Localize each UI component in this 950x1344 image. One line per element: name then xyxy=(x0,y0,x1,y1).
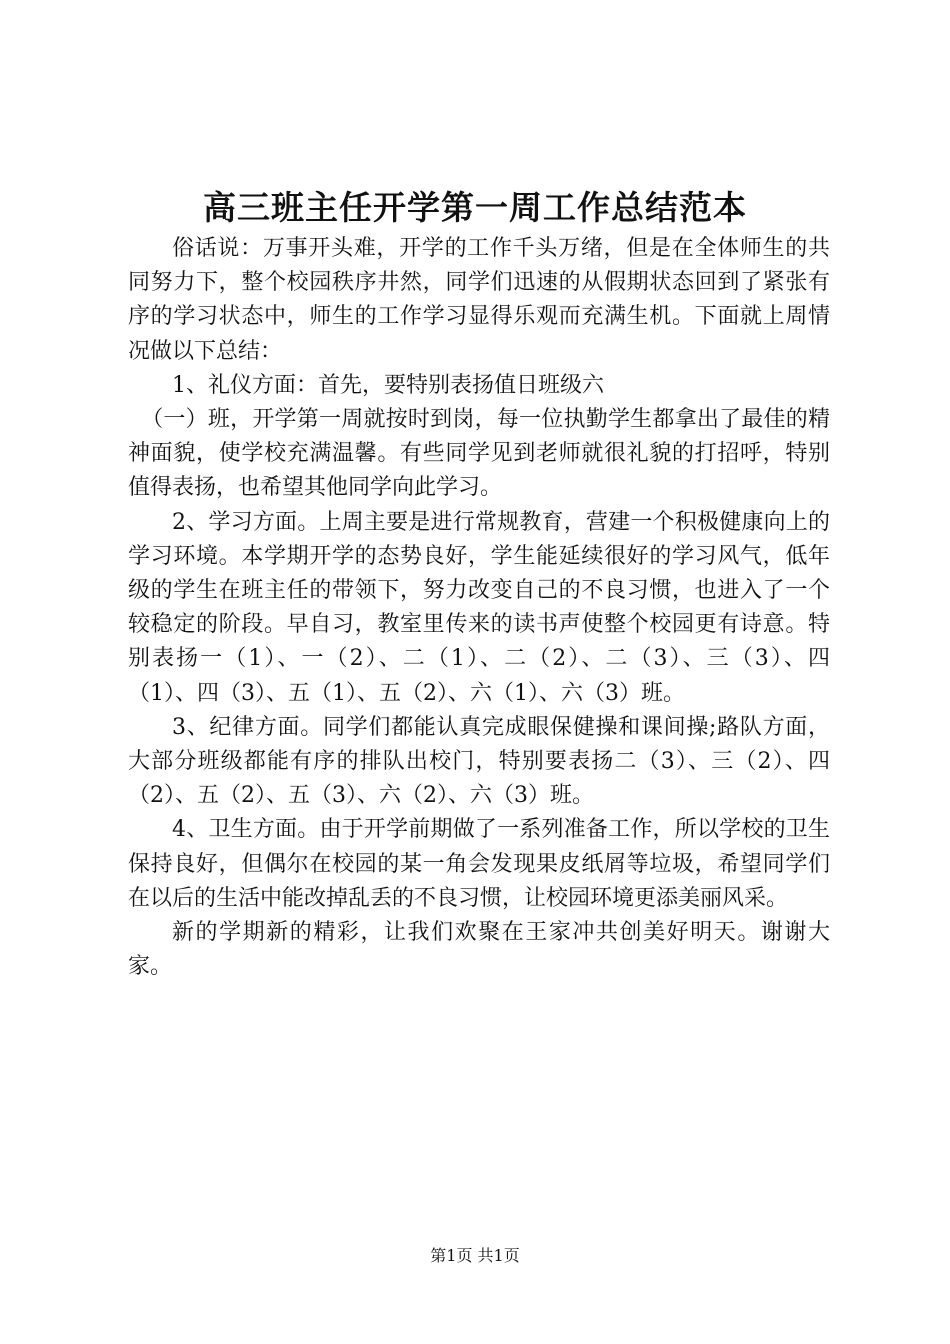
paragraph-closing: 新的学期新的精彩，让我们欢聚在王家冲共创美好明天。谢谢大家。 xyxy=(128,920,830,980)
paragraph-study: 2、学习方面。上周主要是进行常规教育，营建一个积极健康向上的学习环境。本学期开学的态势良好，学生能延续很好的学习风气，低年级的学生在班主任的带领下，努力改变自己的不良习惯，也进入了一个较稳定的阶段。早自习，教室里传来的读书声使整个校园更有诗意。特别表扬一（1）、一（2）、二（1）、二（2）、二（3）、三（3）、四（1）、四（3）、五（1）、五（2）、六（1）、六（3）班。 xyxy=(128,509,830,706)
document-title: 高三班主任开学第一周工作总结范本 xyxy=(203,188,747,227)
page-footer: 第1页 共1页 xyxy=(430,1246,520,1265)
paragraph-etiquette-body: （一）班，开学第一周就按时到岗，每一位执勤学生都拿出了最佳的精神面貌，使学校充满温馨。有些同学见到老师就很礼貌的打招呼，特别值得表扬，也希望其他同学向此学习。 xyxy=(128,407,830,501)
document-body xyxy=(128,232,830,984)
paragraph-etiquette-heading: 1、礼仪方面：首先，要特别表扬值日班级六 xyxy=(172,372,604,398)
paragraph-intro: 俗话说：万事开头难，开学的工作千头万绪，但是在全体师生的共同努力下，整个校园秩序井然，同学们迅速的从假期状态回到了紧张有序的学习状态中，师生的工作学习显得乐观而充满生机。下面就上周情况做以下总结： xyxy=(128,236,830,364)
paragraph-hygiene: 4、卫生方面。由于开学前期做了一系列准备工作，所以学校的卫生保持良好，但偶尔在校园的某一角会发现果皮纸屑等垃圾，希望同学们在以后的生活中能改掉乱丢的不良习惯，让校园环境更添美丽风采。 xyxy=(128,817,830,911)
paragraph-discipline: 3、纪律方面。同学们都能认真完成眼保健操和课间操;路队方面，大部分班级都能有序的排队出校门，特别要表扬二（3）、三（2）、四（2）、五（2）、五（3）、六（2）、六（3）班。 xyxy=(128,714,830,809)
